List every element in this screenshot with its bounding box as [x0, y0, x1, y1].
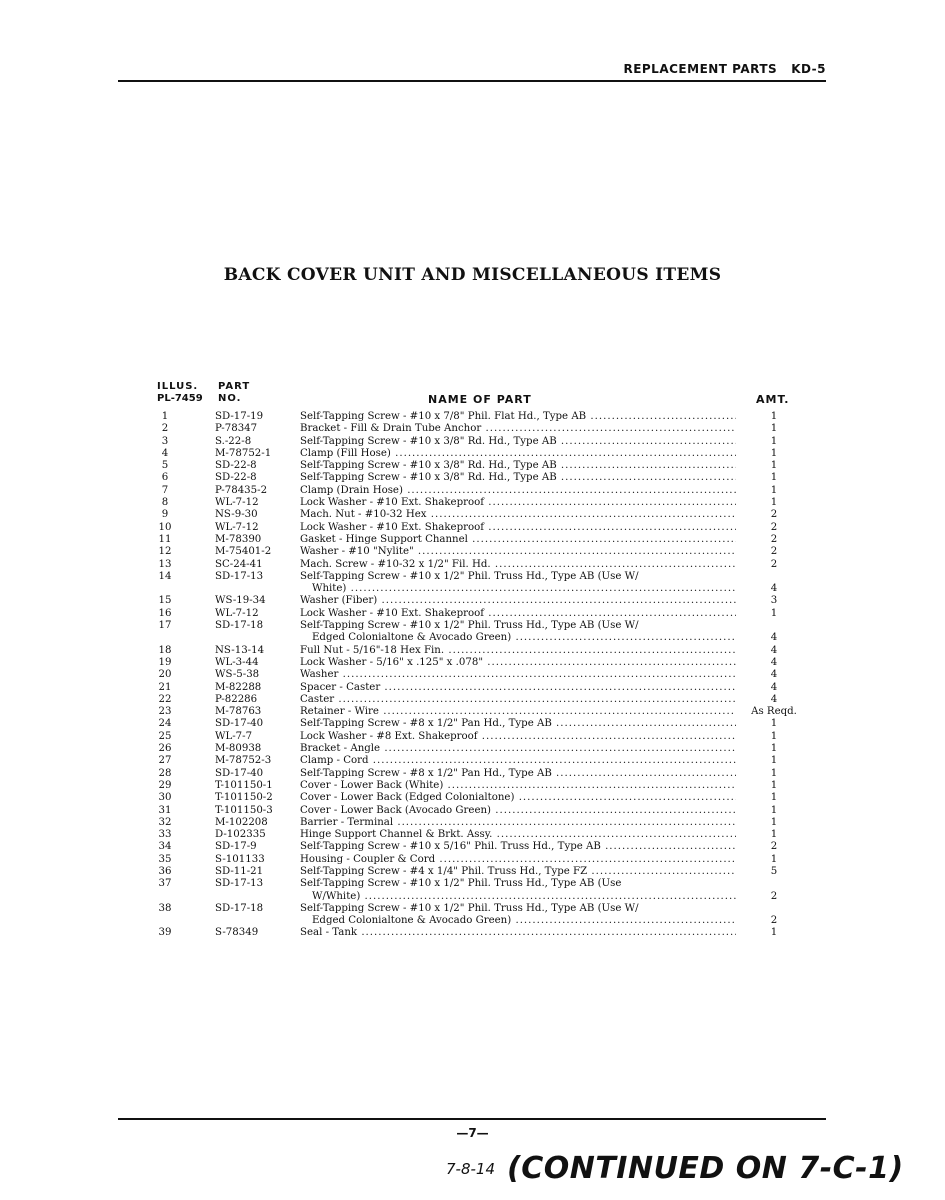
row-amount: 4 — [770, 693, 778, 705]
parts-table — [150, 411, 800, 940]
row-illus-number: 16 — [158, 607, 172, 619]
row-part-number: M-80938 — [215, 743, 262, 755]
table-row — [150, 866, 800, 878]
table-row — [150, 485, 800, 497]
table-row — [150, 682, 800, 694]
row-part-name: Cover - Lower Back (Edged Colonialtone) ..... — [300, 792, 736, 804]
row-part-number: NS-9-30 — [215, 509, 258, 521]
row-part-number: WL-3-44 — [215, 656, 259, 668]
row-amount: 4 — [770, 681, 778, 693]
row-amount: 5 — [770, 865, 778, 877]
row-amount: 1 — [770, 718, 778, 730]
table-row — [150, 891, 800, 903]
section-title: REPLACEMENT PARTS — [623, 62, 778, 76]
row-part-number: P-82286 — [215, 693, 258, 705]
row-part-number: SD-11-21 — [215, 865, 264, 877]
row-part-name: Washer - #10 "Nylite" ..... — [300, 546, 736, 558]
row-amount: 1 — [770, 779, 778, 791]
row-part-name: Self-Tapping Screw - #10 x 1/2" Phil. Truss Hd., Type AB (Use — [300, 878, 622, 890]
row-part-name: Washer (Fiber) ..... — [300, 595, 736, 607]
row-part-number: SD-17-9 — [215, 841, 257, 853]
row-amount: 2 — [770, 558, 778, 570]
table-row — [150, 755, 800, 767]
row-illus-number: 12 — [158, 546, 172, 558]
row-part-name: Washer ..... — [300, 669, 736, 681]
row-part-name: Clamp - Cord ..... — [300, 755, 736, 767]
continued-note: (CONTINUED ON 7-C-1) — [507, 1151, 904, 1186]
row-part-name: Self-Tapping Screw - #10 x 7/8" Phil. Flat Hd., Type AB ..... — [300, 411, 736, 423]
row-illus-number: 6 — [161, 472, 169, 484]
row-part-number: WL-7-12 — [215, 607, 259, 619]
row-amount: 1 — [770, 411, 778, 422]
row-part-name: Self-Tapping Screw - #8 x 1/2" Pan Hd., Type AB ..... — [300, 768, 736, 780]
row-part-name: Self-Tapping Screw - #4 x 1/4" Phil. Truss Hd., Type FZ ..... — [300, 866, 736, 878]
row-illus-number: 35 — [158, 853, 172, 865]
row-illus-number: 14 — [158, 570, 172, 582]
row-part-number: SD-17-18 — [215, 902, 264, 914]
row-illus-number: 37 — [158, 878, 172, 890]
table-row — [150, 878, 800, 890]
row-amount: As Reqd. — [751, 706, 797, 718]
row-part-name: Cover - Lower Back (Avocado Green) ..... — [300, 805, 736, 817]
table-row — [150, 743, 800, 755]
row-illus-number: 34 — [158, 841, 172, 853]
table-row — [150, 423, 800, 435]
row-part-name: Lock Washer - #10 Ext. Shakeproof ..... — [300, 608, 736, 620]
row-part-name: Lock Washer - 5/16" x .125" x .078" ..... — [300, 657, 736, 669]
handwritten-note — [446, 1151, 906, 1186]
row-part-number: S.-22-8 — [215, 435, 252, 447]
row-part-number: T-101150-2 — [215, 792, 273, 804]
table-row — [150, 854, 800, 866]
row-illus-number: 36 — [158, 865, 172, 877]
row-illus-number: 21 — [158, 681, 172, 693]
table-row — [150, 706, 800, 718]
table-row — [150, 780, 800, 792]
table-row — [150, 718, 800, 730]
row-part-number: P-78435-2 — [215, 484, 268, 496]
row-part-number: SC-24-41 — [215, 558, 263, 570]
row-illus-number: 39 — [158, 927, 172, 939]
row-amount: 2 — [770, 841, 778, 853]
table-row — [150, 694, 800, 706]
row-part-number: SD-22-8 — [215, 472, 257, 484]
row-part-number: T-101150-3 — [215, 804, 273, 816]
row-illus-number: 19 — [158, 656, 172, 668]
row-part-name: Clamp (Drain Hose) ..... — [300, 485, 736, 497]
table-row — [150, 805, 800, 817]
row-part-name: Seal - Tank ..... — [300, 927, 736, 939]
row-part-number: SD-17-13 — [215, 570, 264, 582]
row-part-number: M-82288 — [215, 681, 262, 693]
row-illus-number: 1 — [161, 411, 169, 422]
row-illus-number: 4 — [161, 447, 169, 459]
table-row — [150, 571, 800, 583]
row-illus-number: 13 — [158, 558, 172, 570]
row-part-number: SD-17-40 — [215, 767, 264, 779]
page-header — [612, 62, 826, 76]
row-part-name: Self-Tapping Screw - #10 x 1/2" Phil. Truss Hd., Type AB (Use W/ — [300, 570, 639, 582]
row-illus-number: 3 — [161, 435, 169, 447]
table-row — [150, 669, 800, 681]
row-illus-number: 20 — [158, 669, 172, 681]
row-part-number: SD-17-13 — [215, 878, 264, 890]
row-amount: 2 — [770, 521, 778, 533]
row-part-name: Lock Washer - #10 Ext. Shakeproof ..... — [300, 522, 736, 534]
row-amount: 3 — [770, 595, 778, 607]
row-amount: 1 — [770, 447, 778, 459]
row-amount: 1 — [770, 792, 778, 804]
row-illus-number: 10 — [158, 521, 172, 533]
row-illus-number: 22 — [158, 693, 172, 705]
row-illus-number: 8 — [161, 497, 169, 509]
row-part-name: Lock Washer - #10 Ext. Shakeproof ..... — [300, 497, 736, 509]
row-amount: 1 — [770, 927, 778, 939]
row-illus-number: 7 — [161, 484, 169, 496]
row-illus-number: 24 — [158, 718, 172, 730]
row-part-number: S-101133 — [215, 853, 265, 865]
table-row — [150, 731, 800, 743]
row-amount: 4 — [770, 669, 778, 681]
row-amount: 2 — [770, 890, 778, 902]
row-part-name: Self-Tapping Screw - #10 x 1/2" Phil. Truss Hd., Type AB (Use W/ — [300, 902, 639, 914]
row-illus-number: 25 — [158, 730, 172, 742]
row-illus-number: 26 — [158, 743, 172, 755]
row-part-number: WL-7-7 — [215, 730, 253, 742]
row-illus-number: 28 — [158, 767, 172, 779]
row-amount: 1 — [770, 743, 778, 755]
row-amount: 1 — [770, 423, 778, 435]
row-part-number: WL-7-12 — [215, 497, 259, 509]
table-row — [150, 829, 800, 841]
row-part-name: Hinge Support Channel & Brkt. Assy. ..... — [300, 829, 736, 841]
column-header-part-no: NO. — [218, 393, 242, 404]
row-part-name: Cover - Lower Back (White) ..... — [300, 780, 736, 792]
row-part-number: T-101150-1 — [215, 779, 273, 791]
table-row — [150, 534, 800, 546]
row-part-name: Bracket - Fill & Drain Tube Anchor ..... — [300, 423, 736, 435]
row-part-number: M-75401-2 — [215, 546, 272, 558]
row-amount: 1 — [770, 767, 778, 779]
row-illus-number: 38 — [158, 902, 172, 914]
row-illus-number: 11 — [158, 533, 172, 545]
row-amount: 2 — [770, 509, 778, 521]
row-part-number: P-78347 — [215, 423, 258, 435]
table-row — [150, 645, 800, 657]
handwritten-date: 7-8-14 — [446, 1160, 495, 1178]
row-amount: 1 — [770, 730, 778, 742]
row-part-number: SD-17-19 — [215, 411, 264, 422]
row-part-number: D-102335 — [215, 829, 266, 841]
row-part-number: M-78752-1 — [215, 447, 272, 459]
row-amount: 1 — [770, 607, 778, 619]
row-part-number: SD-22-8 — [215, 460, 257, 472]
row-illus-number: 33 — [158, 829, 172, 841]
row-part-name: Bracket - Angle ..... — [300, 743, 736, 755]
row-part-name: Lock Washer - #8 Ext. Shakeproof ..... — [300, 731, 736, 743]
row-part-name: Spacer - Caster ..... — [300, 682, 736, 694]
column-header-part: PART — [218, 381, 251, 392]
page-number: —7— — [456, 1126, 489, 1140]
row-illus-number: 29 — [158, 779, 172, 791]
row-part-name: Self-Tapping Screw - #10 x 1/2" Phil. Truss Hd., Type AB (Use W/ — [300, 620, 639, 632]
table-row — [150, 768, 800, 780]
row-illus-number: 30 — [158, 792, 172, 804]
header-rule — [118, 80, 826, 82]
row-amount: 1 — [770, 816, 778, 828]
table-row — [150, 522, 800, 534]
row-amount: 1 — [770, 853, 778, 865]
table-row — [150, 546, 800, 558]
row-part-name: Retainer - Wire ..... — [300, 706, 736, 718]
table-row — [150, 472, 800, 484]
row-amount: 1 — [770, 484, 778, 496]
table-row — [150, 620, 800, 632]
row-part-number: WS-19-34 — [215, 595, 266, 607]
row-amount: 4 — [770, 583, 778, 595]
section-code: KD-5 — [791, 62, 826, 76]
row-amount: 2 — [770, 533, 778, 545]
row-part-number: WS-5-38 — [215, 669, 260, 681]
row-illus-number: 23 — [158, 706, 172, 718]
table-row — [150, 436, 800, 448]
row-illus-number: 5 — [161, 460, 169, 472]
row-amount: 2 — [770, 915, 778, 927]
row-part-name: White) ..... — [300, 583, 736, 595]
row-illus-number: 17 — [158, 620, 172, 632]
table-row — [150, 583, 800, 595]
table-row — [150, 559, 800, 571]
table-row — [150, 497, 800, 509]
row-amount: 1 — [770, 435, 778, 447]
row-part-number: SD-17-40 — [215, 718, 264, 730]
row-part-number: M-78390 — [215, 533, 262, 545]
column-header-illus-plate: PL-7459 — [157, 393, 203, 404]
table-row — [150, 817, 800, 829]
table-row — [150, 411, 800, 423]
table-row — [150, 509, 800, 521]
row-part-name: W/White) ..... — [300, 891, 736, 903]
row-part-number: M-78763 — [215, 706, 262, 718]
row-amount: 1 — [770, 804, 778, 816]
row-illus-number: 32 — [158, 816, 172, 828]
row-amount: 1 — [770, 497, 778, 509]
table-row — [150, 460, 800, 472]
row-illus-number: 27 — [158, 755, 172, 767]
table-row — [150, 903, 800, 915]
row-amount: 4 — [770, 632, 778, 644]
row-amount: 4 — [770, 656, 778, 668]
table-row — [150, 841, 800, 853]
column-header-name: NAME OF PART — [428, 393, 532, 406]
table-row — [150, 608, 800, 620]
row-amount: 1 — [770, 460, 778, 472]
row-part-number: S-78349 — [215, 927, 259, 939]
row-part-name: Self-Tapping Screw - #10 x 3/8" Rd. Hd., Type AB ..... — [300, 472, 736, 484]
table-row — [150, 448, 800, 460]
row-part-name: Self-Tapping Screw - #8 x 1/2" Pan Hd., Type AB ..... — [300, 718, 736, 730]
row-part-name: Edged Colonialtone & Avocado Green) ..... — [300, 632, 736, 644]
table-row — [150, 657, 800, 669]
row-part-name: Mach. Screw - #10-32 x 1/2" Fil. Hd. ..... — [300, 559, 736, 571]
row-part-name: Self-Tapping Screw - #10 x 3/8" Rd. Hd., Type AB ..... — [300, 436, 736, 448]
row-part-number: SD-17-18 — [215, 620, 264, 632]
row-amount: 1 — [770, 472, 778, 484]
row-part-number: NS-13-14 — [215, 644, 265, 656]
table-row — [150, 927, 800, 939]
row-amount: 2 — [770, 546, 778, 558]
row-part-number: M-78752-3 — [215, 755, 272, 767]
page-title: BACK COVER UNIT AND MISCELLANEOUS ITEMS — [223, 265, 722, 285]
footer-rule — [118, 1118, 826, 1120]
column-header-illus: ILLUS. — [157, 381, 199, 392]
table-row — [150, 632, 800, 644]
row-part-number: M-102208 — [215, 816, 268, 828]
row-illus-number: 31 — [158, 804, 172, 816]
row-amount: 4 — [770, 644, 778, 656]
row-part-name: Gasket - Hinge Support Channel ..... — [300, 534, 736, 546]
table-row — [150, 915, 800, 927]
row-illus-number: 9 — [161, 509, 169, 521]
column-header-amt: AMT. — [756, 393, 790, 406]
row-amount: 1 — [770, 755, 778, 767]
row-illus-number: 15 — [158, 595, 172, 607]
row-part-name: Barrier - Terminal ..... — [300, 817, 736, 829]
row-part-name: Housing - Coupler & Cord ..... — [300, 854, 736, 866]
row-part-name: Edged Colonialtone & Avocado Green) ..... — [300, 915, 736, 927]
table-row — [150, 792, 800, 804]
row-illus-number: 18 — [158, 644, 172, 656]
row-illus-number: 2 — [161, 423, 169, 435]
table-row — [150, 595, 800, 607]
row-part-name: Full Nut - 5/16"-18 Hex Fin. ..... — [300, 645, 736, 657]
row-part-number: WL-7-12 — [215, 521, 259, 533]
row-part-name: Self-Tapping Screw - #10 x 3/8" Rd. Hd., Type AB ..... — [300, 460, 736, 472]
row-part-name: Mach. Nut - #10-32 Hex ..... — [300, 509, 736, 521]
row-part-name: Self-Tapping Screw - #10 x 5/16" Phil. Truss Hd., Type AB ..... — [300, 841, 736, 853]
row-part-name: Clamp (Fill Hose) ..... — [300, 448, 736, 460]
row-amount: 1 — [770, 829, 778, 841]
row-part-name: Caster ..... — [300, 694, 736, 706]
